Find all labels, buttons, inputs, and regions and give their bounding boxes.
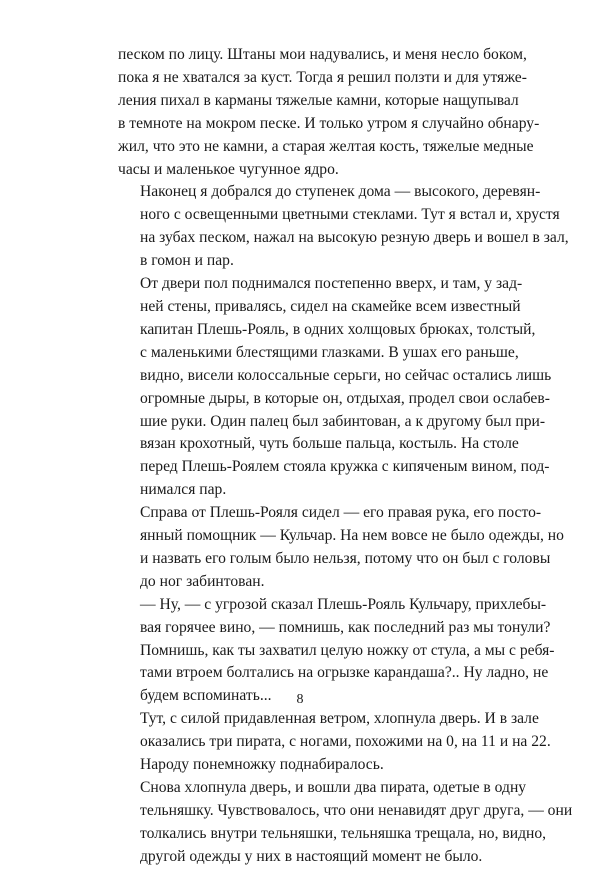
- text-line: огромные дыры, в которые он, отдыхая, продел свои ослабев-: [140, 389, 550, 407]
- paragraph: [118, 44, 540, 181]
- text-line: шие руки. Один палец был забинтован, а к другому был при-: [140, 412, 546, 430]
- text-line: Наконец я добрался до ступенек дома — высокого, деревян-: [140, 183, 541, 201]
- text-line: до ног забинтован.: [140, 572, 265, 590]
- text-line: — Ну, — с угрозой сказал Плешь-Рояль Кульчару, прихлебы-: [140, 595, 547, 613]
- text-line: нимался пар.: [140, 481, 227, 499]
- text-line: в гомон и пар.: [140, 252, 234, 270]
- text-line: с маленькими блестящими глазками. В ушах его раньше,: [140, 343, 519, 361]
- text-line: Помнишь, как ты захватил целую ножку от стула, а мы с ребя-: [140, 641, 555, 659]
- text-line: пока я не хватался за куст. Тогда я решил ползти и для утяже-: [118, 68, 527, 86]
- text-line: тельняшку. Чувствовалось, что они ненавидят друг друга, — они: [140, 801, 573, 819]
- text-line: Снова хлопнула дверь, и вошли два пирата, одетые в одну: [140, 779, 527, 796]
- text-line: будем вспоминать...: [140, 687, 272, 705]
- text-line: другой одежды у них в настоящий момент не было.: [140, 847, 483, 865]
- text-line: песком по лицу. Штаны мои надувались, и меня несло боком,: [118, 46, 527, 63]
- text-line: капитан Плешь-Рояль, в одних холщовых брюках, толстый,: [140, 320, 536, 338]
- text-line: перед Плешь-Роялем стояла кружка с кипяченым вином, под-: [140, 458, 550, 476]
- text-line: Народу понемножку поднабиралось.: [140, 756, 384, 774]
- page-number: 8: [296, 692, 304, 707]
- text-line: ления пихал в карманы тяжелые камни, которые нащупывал: [118, 91, 519, 109]
- text-line: часы и маленькое чугунное ядро.: [118, 160, 339, 178]
- paragraph: [118, 777, 573, 869]
- page-body-text: [118, 44, 573, 869]
- text-line: оказались три пирата, с ногами, похожими на 0, на 11 и на 22.: [140, 733, 551, 751]
- text-line: в темноте на мокром песке. И только утром я случайно обнару-: [118, 114, 540, 132]
- text-line: жил, что это не камни, а старая желтая кость, тяжелые медные: [118, 137, 534, 155]
- text-line: вязан крохотный, чуть больше пальца, костыль. На столе: [140, 435, 519, 453]
- text-line: на зубах песком, нажал на высокую резную дверь и вошел в зал,: [140, 229, 569, 247]
- text-line: От двери пол поднимался постепенно вверх, и там, у зад-: [140, 275, 523, 293]
- paragraph: [118, 181, 569, 273]
- text-line: ней стены, привалясь, сидел на скамейке всем известный: [140, 297, 521, 315]
- text-line: и назвать его голым было нельзя, потому что он был с головы: [140, 549, 551, 567]
- paragraph: [118, 708, 551, 777]
- text-line: Тут, с силой придавленная ветром, хлопнула дверь. И в зале: [140, 710, 539, 728]
- text-line: вая горячее вино, — помнишь, как последний раз мы тонули?: [140, 618, 551, 636]
- text-line: янный помощник — Кульчар. На нем вовсе не было одежды, но: [140, 527, 564, 545]
- text-line: видно, висели колоссальные серьги, но сейчас остались лишь: [140, 366, 552, 384]
- text-line: ного с освещенными цветными стеклами. Тут я встал и, хрустя: [140, 206, 560, 224]
- paragraph: [118, 502, 564, 594]
- text-line: Справа от Плешь-Рояля сидел — его правая рука, его посто-: [140, 504, 542, 522]
- text-line: тами втроем болтались на огрызке карандаша?.. Ну ладно, не: [140, 664, 549, 682]
- text-line: толкались внутри тельняшки, тельняшка трещала, но, видно,: [140, 824, 547, 842]
- paragraph: [118, 273, 552, 502]
